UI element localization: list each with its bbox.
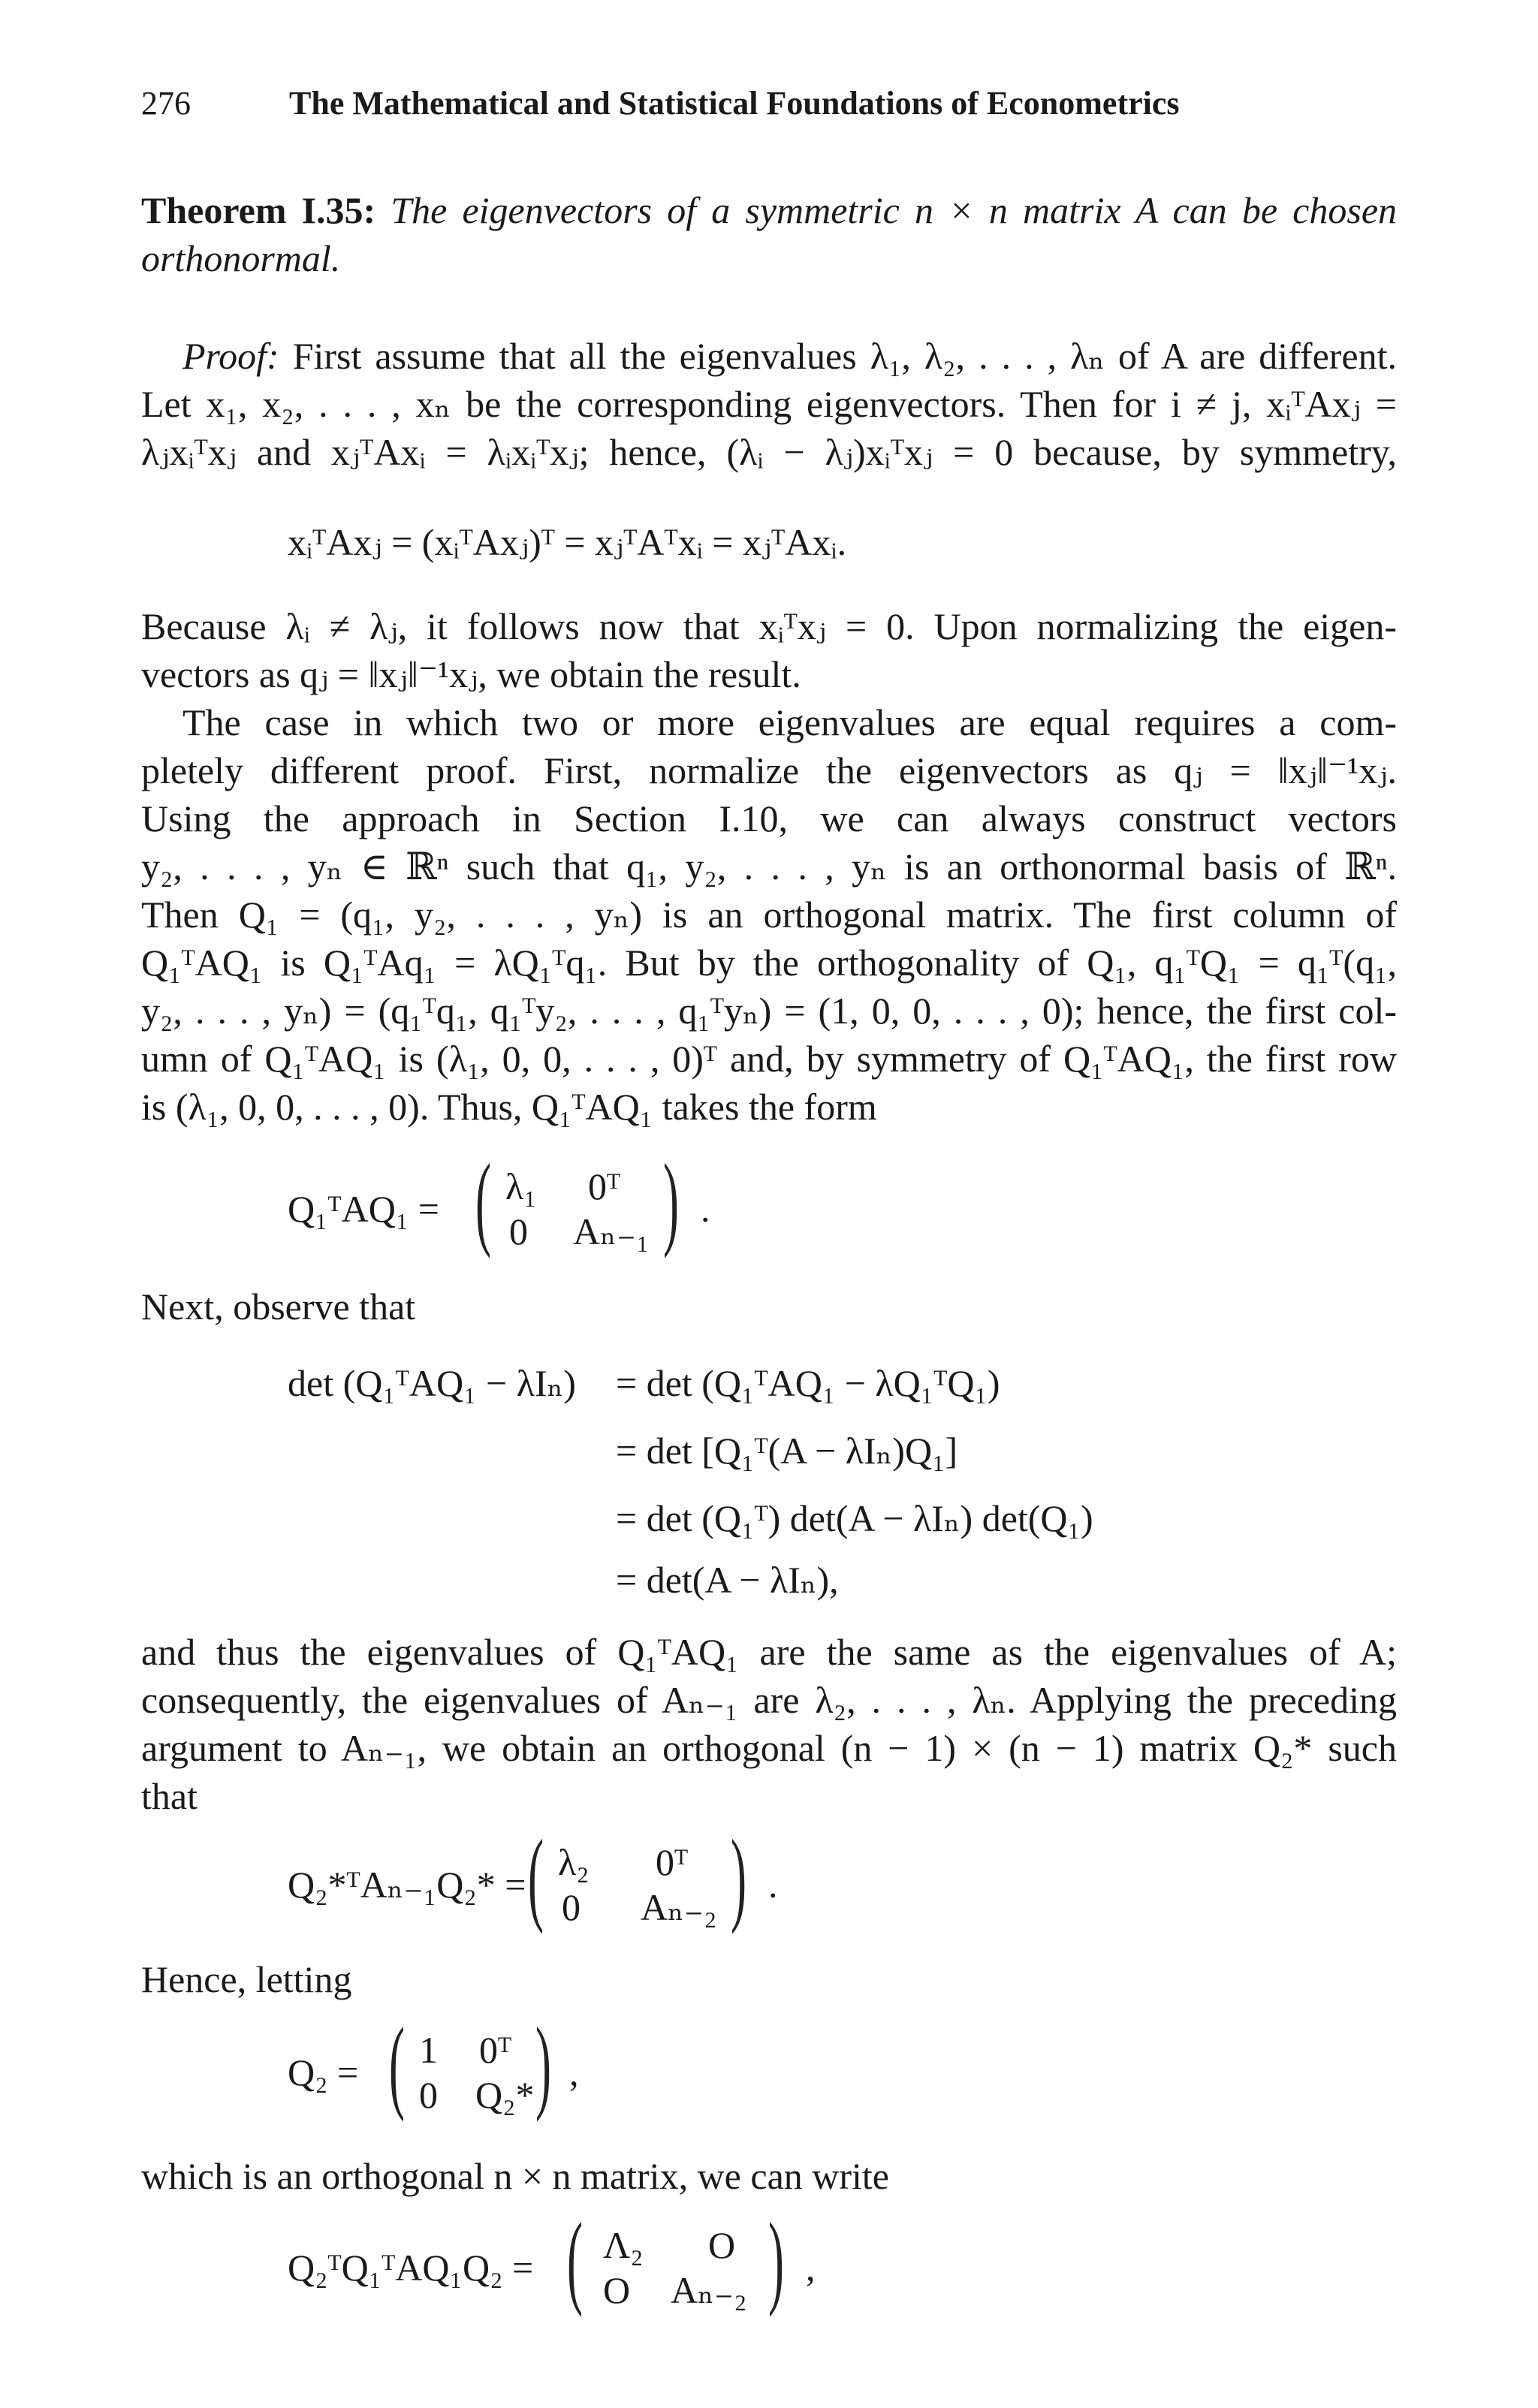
proof-line-3: λⱼxᵢᵀxⱼ and xⱼᵀAxᵢ = λᵢxᵢᵀxⱼ; hence, (λᵢ − λⱼ)xᵢᵀxⱼ = 0 because, by symmetry, bbox=[141, 431, 1397, 473]
matrix-cell: λ₂ bbox=[558, 1841, 590, 1883]
theorem-text: The eigenvectors of a symmetric n × n matrix A can be chosen bbox=[391, 189, 1398, 231]
para3-line-7: y₂, . . . , yₙ) = (q₁ᵀq₁, q₁ᵀy₂, . . . , q₁ᵀyₙ) = (1, 0, 0, . . . , 0); hence, the first col- bbox=[141, 990, 1397, 1032]
para3-line-1: The case in which two or more eigenvalues are equal requires a com- bbox=[182, 701, 1397, 743]
eq3-end: . bbox=[768, 1864, 778, 1906]
eq2-end: . bbox=[701, 1188, 710, 1230]
para5: which is an orthogonal n × n matrix, we can write bbox=[141, 2155, 889, 2197]
para3-line-5: Then Q₁ = (q₁, y₂, . . . , yₙ) is an orthogonal matrix. The first column of bbox=[141, 894, 1397, 936]
equation-q1-form bbox=[288, 1143, 813, 1269]
para4-line-4: that bbox=[141, 1775, 198, 1817]
right-paren: ) bbox=[535, 2006, 551, 2123]
matrix-cell: 0 bbox=[419, 2074, 438, 2116]
eq4-lhs: Q₂ = bbox=[288, 2051, 359, 2093]
para3-line-6: Q₁ᵀAQ₁ is Q₁ᵀAq₁ = λQ₁ᵀq₁. But by the orthogonality of Q₁, q₁ᵀQ₁ = q₁ᵀ(q₁, bbox=[141, 942, 1397, 984]
right-paren: ) bbox=[768, 2202, 784, 2318]
theorem-line-1 bbox=[141, 186, 1397, 234]
para3-line-2: pletely different proof. First, normalize the eigenvectors as qⱼ = ‖xⱼ‖⁻¹xⱼ. bbox=[141, 749, 1397, 791]
det-line-3: = det (Q₁ᵀ) det(A − λIₙ) det(Q₁) bbox=[616, 1497, 1093, 1539]
matrix-cell: 0 bbox=[509, 1210, 528, 1252]
proof-text: First assume that all the eigenvalues λ₁, λ₂, . . . , λₙ of A are different. bbox=[292, 335, 1398, 377]
eq3-lhs: Q₂*ᵀAₙ₋₁Q₂* = bbox=[288, 1864, 526, 1906]
left-paren: ( bbox=[475, 1143, 491, 1259]
theorem-line-2: orthonormal. bbox=[141, 237, 341, 279]
matrix-cell: 0 bbox=[562, 1886, 581, 1928]
matrix-cell: O bbox=[603, 2269, 631, 2311]
para2-line-1: Because λᵢ ≠ λⱼ, it follows now that xᵢᵀxⱼ = 0. Upon normalizing the eigen- bbox=[141, 605, 1397, 647]
matrix-cell: λ₁ bbox=[505, 1165, 537, 1207]
det-line-1-rhs: = det (Q₁ᵀAQ₁ − λQ₁ᵀQ₁) bbox=[616, 1362, 1000, 1404]
para2-line-2: vectors as qⱼ = ‖xⱼ‖⁻¹xⱼ, we obtain the result. bbox=[141, 653, 801, 695]
para4-line-3: argument to Aₙ₋₁, we obtain an orthogonal (n − 1) × (n − 1) matrix Q₂* such bbox=[141, 1727, 1397, 1769]
matrix-cell: O bbox=[708, 2224, 736, 2266]
para3-line-3: Using the approach in Section I.10, we can always construct vectors bbox=[141, 797, 1397, 839]
matrix-cell: 0ᵀ bbox=[479, 2029, 512, 2071]
equation-final bbox=[288, 2202, 964, 2328]
running-title: The Mathematical and Statistical Foundations of Econometrics bbox=[289, 85, 1180, 122]
equation-symmetry: xᵢᵀAxⱼ = (xᵢᵀAxⱼ)ᵀ = xⱼᵀAᵀxᵢ = xⱼᵀAxᵢ. bbox=[288, 521, 847, 563]
equation-q2 bbox=[288, 2006, 738, 2132]
para4-line-1: and thus the eigenvalues of Q₁ᵀAQ₁ are the same as the eigenvalues of A; bbox=[141, 1631, 1397, 1673]
matrix-cell: Q₂* bbox=[475, 2074, 535, 2116]
matrix-cell: 0ᵀ bbox=[588, 1165, 621, 1207]
det-line-4: = det(A − λIₙ), bbox=[616, 1559, 839, 1601]
page-number: 276 bbox=[141, 85, 191, 122]
eq5-lhs: Q₂ᵀQ₁ᵀAQ₁Q₂ = bbox=[288, 2247, 534, 2289]
matrix-cell: 0ᵀ bbox=[656, 1841, 689, 1883]
para3-line-8: umn of Q₁ᵀAQ₁ is (λ₁, 0, 0, . . . , 0)ᵀ and, by symmetry of Q₁ᵀAQ₁, the first row bbox=[141, 1038, 1397, 1080]
matrix-cell: 1 bbox=[419, 2029, 438, 2071]
right-paren: ) bbox=[731, 1819, 746, 1935]
matrix-cell: Aₙ₋₁ bbox=[573, 1210, 650, 1252]
left-paren: ( bbox=[567, 2202, 583, 2318]
eq4-end: , bbox=[569, 2051, 579, 2093]
next-observe: Next, observe that bbox=[141, 1285, 416, 1328]
eq5-end: , bbox=[806, 2247, 816, 2289]
proof-line-2: Let x₁, x₂, . . . , xₙ be the corresponding eigenvectors. Then for i ≠ j, xᵢᵀAxⱼ = bbox=[141, 383, 1397, 425]
det-line-2: = det [Q₁ᵀ(A − λIₙ)Q₁] bbox=[616, 1430, 958, 1472]
para3-line-4: y₂, . . . , yₙ ∈ ℝⁿ such that q₁, y₂, . . . , yₙ is an orthonormal basis of ℝⁿ. bbox=[141, 845, 1397, 888]
proof-line-1 bbox=[182, 332, 1397, 380]
para4-line-2: consequently, the eigenvalues of Aₙ₋₁ are λ₂, . . . , λₙ. Applying the preceding bbox=[141, 1679, 1397, 1721]
left-paren: ( bbox=[528, 1819, 544, 1935]
right-paren: ) bbox=[663, 1143, 679, 1259]
equation-q2star bbox=[288, 1819, 888, 1945]
matrix-cell: Aₙ₋₂ bbox=[641, 1886, 717, 1928]
hence-letting: Hence, letting bbox=[141, 1958, 352, 2000]
eq2-lhs: Q₁ᵀAQ₁ = bbox=[288, 1188, 440, 1230]
matrix-cell: Λ₂ bbox=[603, 2224, 644, 2266]
theorem-label: Theorem I.35: bbox=[141, 189, 376, 231]
det-line-1-lhs: det (Q₁ᵀAQ₁ − λIₙ) bbox=[288, 1362, 576, 1404]
para3-line-9: is (λ₁, 0, 0, . . . , 0). Thus, Q₁ᵀAQ₁ takes the form bbox=[141, 1086, 877, 1128]
proof-label: Proof: bbox=[182, 335, 279, 377]
matrix-cell: Aₙ₋₂ bbox=[671, 2269, 747, 2311]
left-paren: ( bbox=[389, 2006, 405, 2123]
